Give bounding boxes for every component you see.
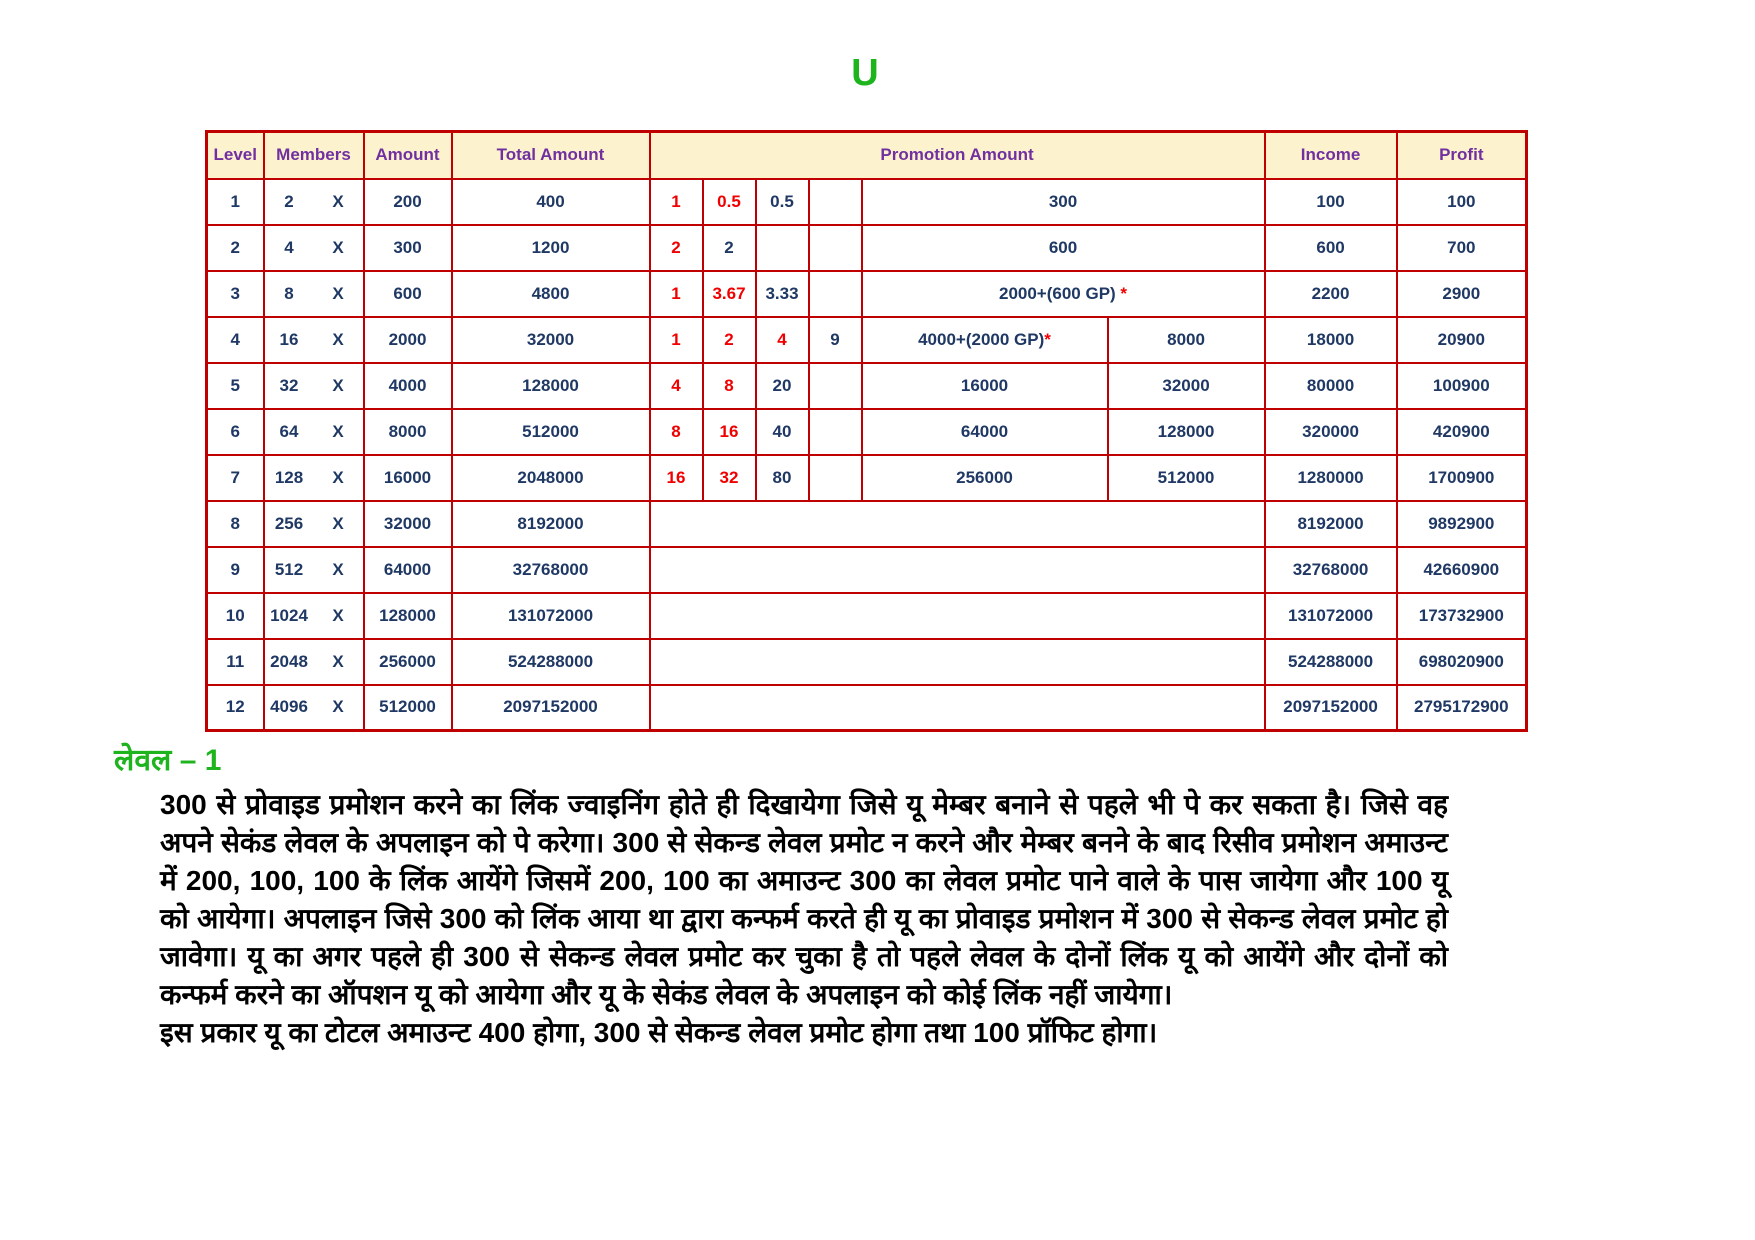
cell-income: 80000 — [1265, 363, 1397, 409]
description-paragraph-1: 300 से प्रोवाइड प्रमोशन करने का लिंक ज्वाइनिंग होते ही दिखायेगा जिसे यू मेम्बर बनाने से पहले भी पे कर सकता है। जिसे वह अपने सेकंड लेवल के अपलाइन को पे करेगा। 300 से सेकन्ड लेवल प्रमोट न करने और मेम्बर बनने के बाद रिसीव प्रमोशन अमाउन्ट में 200, 100, 100 के लिंक आयेंगे जिसमें 200, 100 का अमाउन्ट 300 का लेवल प्रमोट पाने वाले के पास जायेगा और 100 यू को आयेगा। अपलाइन जिसे 300 को लिंक आया था द्वारा कन्फर्म करते ही यू का प्रोवाइड प्रमोशन में 300 से सेकन्ड लेवल प्रमोट हो जावेगा। यू का अगर पहले ही 300 से सेकन्ड लेवल प्रमोट कर चुका है तो पहले लेवल के दोनों लिंक यू को आयेंगे और दोनों को कन्फर्म करने का ऑपशन यू को आयेगा और यू के सेकंड लेवल के अपलाइन को कोई लिंक नहीं जायेगा। — [160, 789, 1448, 1010]
cell-promotion — [703, 225, 756, 271]
table-row — [207, 363, 1527, 409]
cell-amount: 600 — [364, 271, 452, 317]
cell-level: 10 — [207, 593, 264, 639]
cell-members — [264, 639, 364, 685]
cell-promotion — [650, 317, 703, 363]
cell-members — [264, 455, 364, 501]
members-count: 2048 — [270, 651, 308, 671]
cell-promotion — [809, 317, 862, 363]
cell-level: 11 — [207, 639, 264, 685]
levels-table — [205, 130, 1528, 732]
cell-level: 8 — [207, 501, 264, 547]
col-header-income: Income — [1265, 132, 1397, 179]
cell-members — [264, 225, 364, 271]
cell-promotion — [862, 225, 1265, 271]
members-multiplier: X — [332, 467, 344, 487]
cell-level: 9 — [207, 547, 264, 593]
cell-total-amount: 8192000 — [452, 501, 650, 547]
table-row — [207, 271, 1527, 317]
members-count: 32 — [279, 375, 299, 395]
cell-promotion — [862, 409, 1108, 455]
cell-profit: 2900 — [1397, 271, 1527, 317]
cell-promotion — [703, 409, 756, 455]
promotion-value: 1 — [671, 329, 681, 349]
promotion-value: 300 — [1048, 191, 1078, 211]
promotion-value: 600 — [1048, 237, 1078, 257]
cell-amount: 200 — [364, 179, 452, 225]
promotion-value: 4000+(2000 GP) — [918, 329, 1045, 349]
cell-amount: 32000 — [364, 501, 452, 547]
cell-promotion — [703, 455, 756, 501]
table-row — [207, 409, 1527, 455]
col-header-amount: Amount — [364, 132, 452, 179]
cell-promotion — [862, 179, 1265, 225]
cell-promotion — [1108, 409, 1265, 455]
description-paragraph-2: इस प्रकार यू का टोटल अमाउन्ट 400 होगा, 300 से सेकन्ड लेवल प्रमोट होगा तथा 100 प्रॉफिट होगा। — [160, 1017, 1158, 1048]
cell-promotion — [650, 455, 703, 501]
cell-total-amount: 512000 — [452, 409, 650, 455]
promotion-value: 2 — [724, 237, 734, 257]
cell-members — [264, 685, 364, 731]
cell-level: 4 — [207, 317, 264, 363]
cell-profit: 9892900 — [1397, 501, 1527, 547]
members-multiplier: X — [332, 605, 344, 625]
cell-promotion — [703, 271, 756, 317]
cell-level: 5 — [207, 363, 264, 409]
cell-amount: 4000 — [364, 363, 452, 409]
promotion-value: 8 — [671, 421, 681, 441]
cell-promotion — [650, 363, 703, 409]
cell-amount: 512000 — [364, 685, 452, 731]
cell-total-amount: 32000 — [452, 317, 650, 363]
cell-promotion — [756, 179, 809, 225]
members-multiplier: X — [332, 191, 344, 211]
cell-promotion — [703, 363, 756, 409]
members-multiplier: X — [332, 283, 344, 303]
cell-total-amount: 1200 — [452, 225, 650, 271]
cell-members — [264, 409, 364, 455]
cell-level: 7 — [207, 455, 264, 501]
table-row — [207, 501, 1527, 547]
cell-total-amount: 2097152000 — [452, 685, 650, 731]
cell-members — [264, 593, 364, 639]
table-row — [207, 685, 1527, 731]
col-header-profit: Profit — [1397, 132, 1527, 179]
cell-promotion — [809, 225, 862, 271]
cell-income: 18000 — [1265, 317, 1397, 363]
cell-promotion — [862, 317, 1108, 363]
cell-promotion — [809, 409, 862, 455]
members-count: 2 — [284, 191, 294, 211]
cell-income: 2097152000 — [1265, 685, 1397, 731]
promotion-value: 2 — [671, 237, 681, 257]
cell-amount: 64000 — [364, 547, 452, 593]
cell-promotion — [809, 363, 862, 409]
promotion-value: 3.67 — [712, 283, 746, 303]
members-multiplier: X — [332, 651, 344, 671]
cell-promotion — [650, 547, 1265, 593]
cell-income: 131072000 — [1265, 593, 1397, 639]
cell-promotion — [650, 225, 703, 271]
cell-promotion — [809, 455, 862, 501]
promotion-value: 2000+(600 GP) — [998, 283, 1116, 303]
promotion-value: 0.5 — [717, 191, 741, 211]
promotion-value: * — [1044, 329, 1051, 349]
promotion-value: 1 — [671, 191, 681, 211]
cell-promotion — [703, 317, 756, 363]
cell-members — [264, 547, 364, 593]
cell-profit: 420900 — [1397, 409, 1527, 455]
table-header-row — [207, 132, 1527, 179]
members-multiplier: X — [332, 329, 344, 349]
promotion-value: 0.5 — [770, 191, 794, 211]
cell-promotion — [862, 271, 1265, 317]
promotion-value: 32000 — [1162, 375, 1210, 395]
cell-total-amount: 524288000 — [452, 639, 650, 685]
cell-income: 524288000 — [1265, 639, 1397, 685]
cell-income: 1280000 — [1265, 455, 1397, 501]
table-row — [207, 317, 1527, 363]
members-count: 8 — [284, 283, 294, 303]
members-count: 256 — [274, 513, 304, 533]
cell-promotion — [1108, 363, 1265, 409]
promotion-value: 128000 — [1157, 421, 1215, 441]
promotion-value: 20 — [772, 375, 792, 395]
members-count: 1024 — [270, 605, 308, 625]
members-multiplier: X — [332, 513, 344, 533]
cell-promotion — [809, 271, 862, 317]
promotion-value: 8000 — [1167, 329, 1205, 349]
cell-promotion — [862, 455, 1108, 501]
members-count: 128 — [274, 467, 304, 487]
cell-promotion — [756, 455, 809, 501]
cell-income: 320000 — [1265, 409, 1397, 455]
members-multiplier: X — [332, 237, 344, 257]
cell-level: 1 — [207, 179, 264, 225]
cell-level: 6 — [207, 409, 264, 455]
members-count: 512 — [274, 559, 304, 579]
col-header-total-amount: Total Amount — [452, 132, 650, 179]
promotion-value: 9 — [830, 329, 840, 349]
col-header-level: Level — [207, 132, 264, 179]
cell-members — [264, 363, 364, 409]
level-heading: लेवल – 1 — [114, 744, 222, 777]
cell-income: 100 — [1265, 179, 1397, 225]
promotion-value: 512000 — [1157, 467, 1215, 487]
table-row — [207, 639, 1527, 685]
cell-amount: 300 — [364, 225, 452, 271]
cell-members — [264, 179, 364, 225]
cell-promotion — [756, 317, 809, 363]
promotion-value: 3.33 — [765, 283, 799, 303]
table-row — [207, 593, 1527, 639]
cell-income: 32768000 — [1265, 547, 1397, 593]
cell-promotion — [650, 179, 703, 225]
cell-promotion — [1108, 455, 1265, 501]
cell-profit: 698020900 — [1397, 639, 1527, 685]
cell-level: 3 — [207, 271, 264, 317]
cell-amount: 2000 — [364, 317, 452, 363]
table-row — [207, 225, 1527, 271]
cell-total-amount: 128000 — [452, 363, 650, 409]
cell-income: 600 — [1265, 225, 1397, 271]
cell-total-amount: 400 — [452, 179, 650, 225]
cell-total-amount: 131072000 — [452, 593, 650, 639]
cell-promotion — [756, 363, 809, 409]
cell-members — [264, 501, 364, 547]
cell-members — [264, 271, 364, 317]
promotion-value: 4 — [671, 375, 681, 395]
promotion-value: 32 — [719, 467, 739, 487]
promotion-value: 64000 — [960, 421, 1009, 441]
cell-promotion — [862, 363, 1108, 409]
cell-level: 2 — [207, 225, 264, 271]
promotion-value: 16000 — [960, 375, 1009, 395]
promotion-value: 1 — [671, 283, 681, 303]
cell-amount: 16000 — [364, 455, 452, 501]
cell-profit: 42660900 — [1397, 547, 1527, 593]
description-text-block — [160, 786, 1448, 1052]
cell-promotion — [756, 225, 809, 271]
promotion-value: 16 — [719, 421, 739, 441]
members-count: 64 — [279, 421, 299, 441]
cell-profit: 2795172900 — [1397, 685, 1527, 731]
cell-promotion — [650, 593, 1265, 639]
cell-promotion — [703, 179, 756, 225]
cell-promotion — [650, 639, 1265, 685]
promotion-value: 2 — [724, 329, 734, 349]
cell-members — [264, 317, 364, 363]
cell-profit: 700 — [1397, 225, 1527, 271]
cell-promotion — [650, 501, 1265, 547]
table-row — [207, 547, 1527, 593]
members-multiplier: X — [332, 375, 344, 395]
cell-profit: 100 — [1397, 179, 1527, 225]
cell-profit: 20900 — [1397, 317, 1527, 363]
cell-promotion — [650, 685, 1265, 731]
cell-total-amount: 32768000 — [452, 547, 650, 593]
members-count: 4 — [284, 237, 294, 257]
members-multiplier: X — [332, 421, 344, 441]
cell-promotion — [756, 271, 809, 317]
promotion-value: * — [1115, 283, 1128, 303]
cell-amount: 128000 — [364, 593, 452, 639]
cell-level: 12 — [207, 685, 264, 731]
cell-promotion — [756, 409, 809, 455]
cell-profit: 100900 — [1397, 363, 1527, 409]
table-body — [207, 179, 1527, 731]
cell-promotion — [650, 271, 703, 317]
promotion-value: 8 — [724, 375, 734, 395]
members-multiplier: X — [332, 697, 344, 717]
cell-income: 8192000 — [1265, 501, 1397, 547]
members-count: 16 — [279, 329, 299, 349]
cell-amount: 8000 — [364, 409, 452, 455]
cell-income: 2200 — [1265, 271, 1397, 317]
cell-amount: 256000 — [364, 639, 452, 685]
cell-promotion — [809, 179, 862, 225]
promotion-value: 80 — [772, 467, 792, 487]
cell-profit: 1700900 — [1397, 455, 1527, 501]
members-multiplier: X — [332, 559, 344, 579]
table-row — [207, 179, 1527, 225]
promotion-value: 40 — [772, 421, 792, 441]
promotion-value: 256000 — [956, 467, 1013, 487]
cell-profit: 173732900 — [1397, 593, 1527, 639]
cell-promotion — [650, 409, 703, 455]
table-row — [207, 455, 1527, 501]
col-header-promotion-amount: Promotion Amount — [650, 132, 1265, 179]
promotion-value: 16 — [666, 467, 686, 487]
col-header-members: Members — [264, 132, 364, 179]
cell-total-amount: 2048000 — [452, 455, 650, 501]
promotion-value: 4 — [777, 329, 787, 349]
cell-total-amount: 4800 — [452, 271, 650, 317]
cell-promotion — [1108, 317, 1265, 363]
members-count: 4096 — [270, 697, 308, 717]
page-title: U — [851, 52, 879, 94]
